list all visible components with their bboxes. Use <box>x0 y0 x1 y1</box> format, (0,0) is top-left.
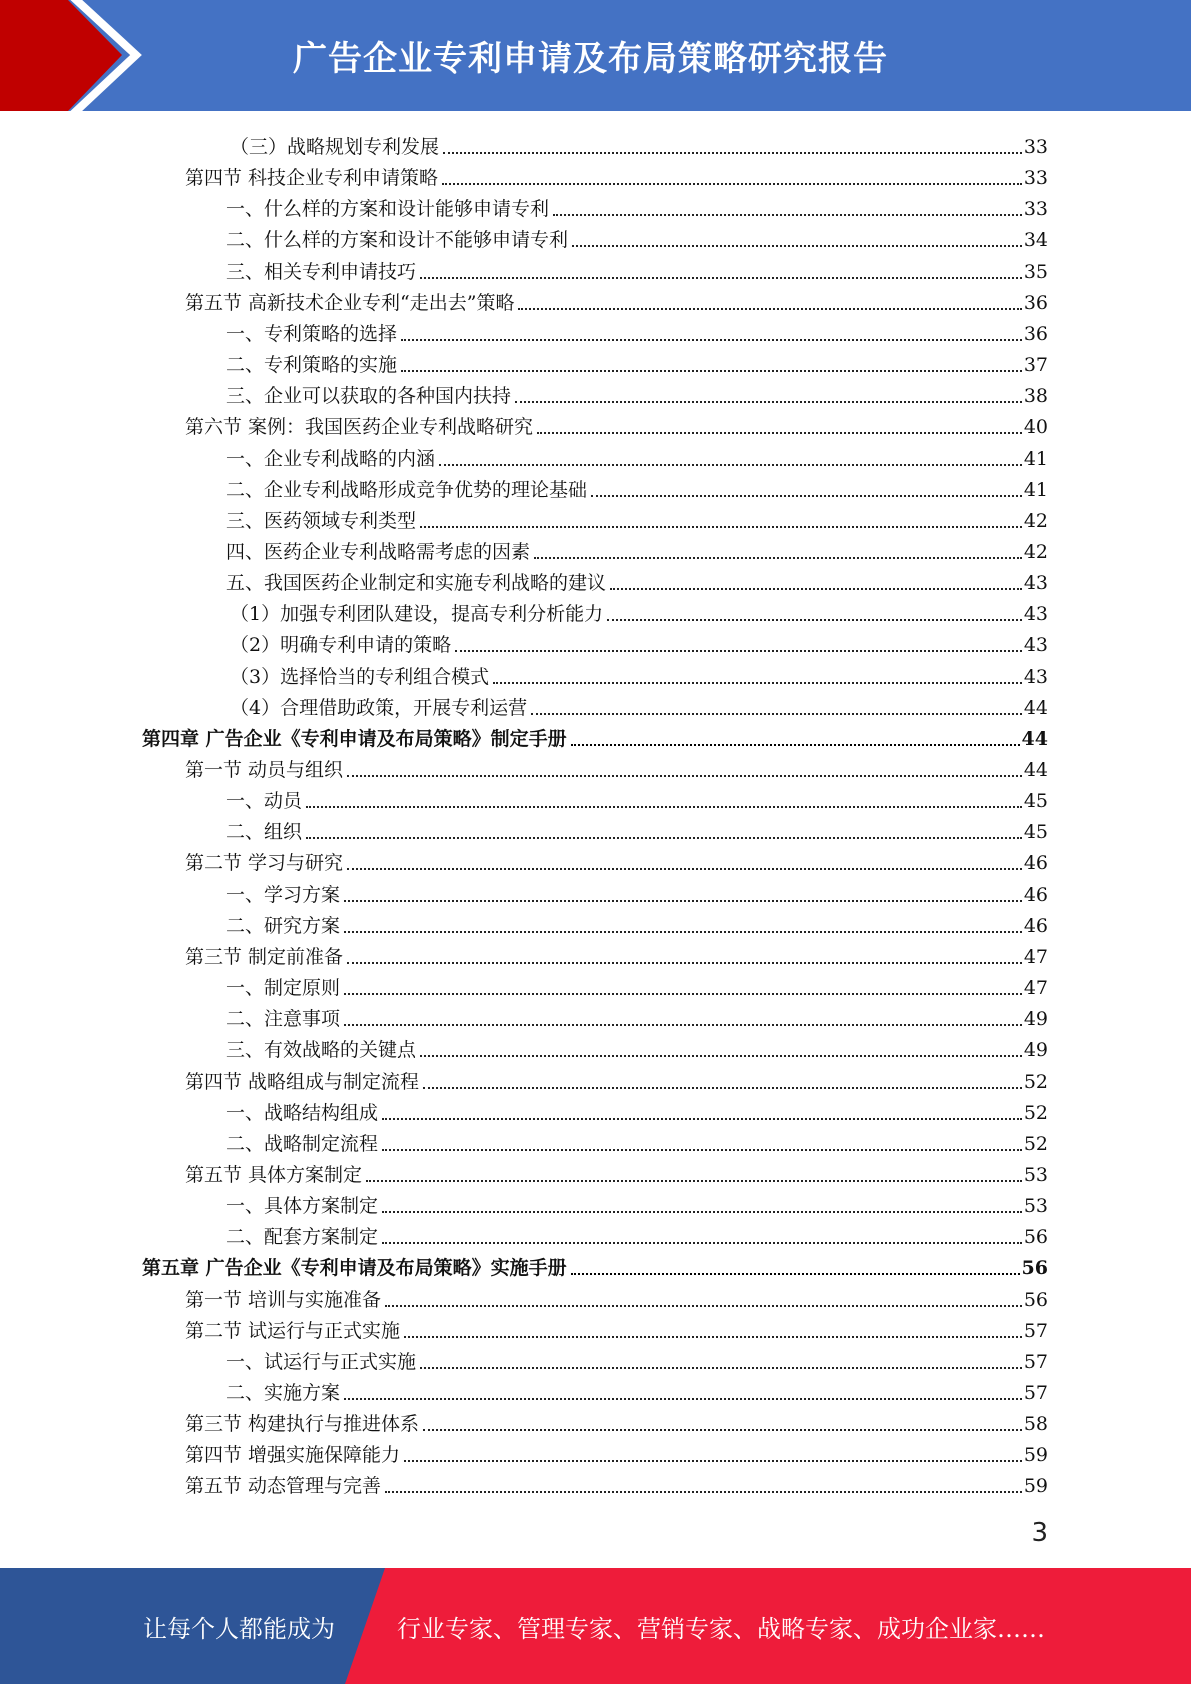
toc-entry-page: 47 <box>1023 977 1048 1000</box>
toc-entry-page: 43 <box>1023 572 1048 595</box>
toc-entry-label: 一、什么样的方案和设计能够申请专利 <box>226 198 550 221</box>
toc-entry-page: 49 <box>1023 1039 1048 1062</box>
toc-dot-leader <box>382 1149 1022 1151</box>
toc-entry-page: 43 <box>1023 634 1048 657</box>
toc-entry[interactable] <box>226 969 1048 1000</box>
toc-entry[interactable] <box>226 315 1048 346</box>
toc-entry-label: 二、什么样的方案和设计不能够申请专利 <box>226 229 569 252</box>
toc-entry-label: （4）合理借助政策，开展专利运营 <box>230 696 528 719</box>
toc-entry-page: 47 <box>1023 945 1048 968</box>
toc-entry-label: 一、企业专利战略的内涵 <box>226 447 436 470</box>
toc-entry[interactable] <box>185 1436 1048 1467</box>
toc-entry-page: 36 <box>1023 322 1048 345</box>
toc-entry-label: 第五节 动态管理与完善 <box>185 1475 382 1498</box>
toc-entry[interactable] <box>185 1156 1048 1187</box>
toc-entry-page: 59 <box>1023 1444 1048 1467</box>
toc-entry-label: 第一节 动员与组织 <box>185 759 344 781</box>
toc-entry-label: 一、试运行与正式实施 <box>226 1350 417 1373</box>
toc-entry-label: 第五节 高新技术企业专利“走出去”策略 <box>185 291 515 314</box>
toc-dot-leader <box>572 245 1022 247</box>
toc-entry-label: 五、我国医药企业制定和实施专利战略的建议 <box>226 572 607 595</box>
toc-entry-label: 第二节 试运行与正式实施 <box>185 1319 401 1342</box>
toc-dot-leader <box>385 1305 1022 1307</box>
toc-entry-label: 一、学习方案 <box>226 883 341 906</box>
report-title: 广告企业专利申请及布局策略研究报告 <box>293 39 888 79</box>
toc-entry[interactable] <box>142 1249 1048 1280</box>
toc-entry-page: 35 <box>1023 260 1048 283</box>
toc-entry-label: 一、专利策略的选择 <box>226 322 398 345</box>
page-footer <box>0 1568 1191 1684</box>
toc-dot-leader <box>382 1242 1022 1244</box>
page-number: 3 <box>1031 1518 1048 1548</box>
toc-entry-page: 53 <box>1023 1195 1048 1218</box>
toc-entry[interactable] <box>230 595 1048 626</box>
toc-entry-page: 43 <box>1023 665 1048 688</box>
toc-dot-leader <box>306 837 1022 839</box>
toc-entry[interactable] <box>226 1218 1048 1249</box>
page-header <box>0 0 1191 111</box>
toc-entry-label: 一、制定原则 <box>226 977 341 1000</box>
toc-dot-leader <box>610 588 1022 590</box>
toc-entry-page: 33 <box>1023 167 1048 190</box>
toc-entry[interactable] <box>226 813 1048 844</box>
toc-entry[interactable] <box>226 1343 1048 1374</box>
toc-entry-page: 56 <box>1021 1257 1048 1280</box>
toc-entry[interactable] <box>230 658 1048 689</box>
toc-dot-leader <box>607 619 1022 621</box>
footer-slogan-left: 让每个人都能成为 <box>143 1614 335 1643</box>
toc-entry-label: （三）战略规划专利发展 <box>230 136 440 158</box>
toc-entry-page: 57 <box>1023 1382 1048 1404</box>
toc-dot-leader <box>366 1180 1022 1182</box>
toc-entry-label: 二、组织 <box>226 821 303 844</box>
toc-entry[interactable] <box>185 844 1048 875</box>
toc-entry-page: 43 <box>1023 603 1048 626</box>
toc-dot-leader <box>423 1087 1022 1089</box>
toc-entry-page: 52 <box>1023 1132 1048 1155</box>
toc-entry-page: 41 <box>1023 478 1048 501</box>
toc-entry-label: 三、企业可以获取的各种国内扶持 <box>226 385 512 408</box>
toc-dot-leader <box>385 1491 1022 1493</box>
toc-entry-label: 第三节 制定前准备 <box>185 945 344 968</box>
toc-dot-leader <box>515 401 1022 403</box>
toc-entry[interactable] <box>230 128 1048 159</box>
toc-dot-leader <box>344 931 1022 933</box>
toc-entry-page: 42 <box>1023 540 1048 563</box>
toc-entry-page: 56 <box>1023 1288 1048 1311</box>
toc-entry-label: 二、注意事项 <box>226 1008 341 1031</box>
toc-dot-leader <box>443 152 1022 154</box>
toc-entry-page: 52 <box>1023 1070 1048 1093</box>
toc-entry[interactable] <box>226 533 1048 564</box>
toc-dot-leader <box>571 1273 1020 1275</box>
toc-dot-leader <box>493 682 1022 684</box>
toc-entry-label: 三、有效战略的关键点 <box>226 1039 417 1062</box>
toc-entry-page: 36 <box>1023 291 1048 314</box>
toc-entry-label: 第五章 广告企业《专利申请及布局策略》实施手册 <box>142 1257 567 1280</box>
toc-entry[interactable] <box>226 346 1048 377</box>
toc-entry-label: 第二节 学习与研究 <box>185 852 344 875</box>
toc-entry-label: 二、专利策略的实施 <box>226 354 398 377</box>
toc-dot-leader <box>531 713 1022 715</box>
toc-entry[interactable] <box>185 1063 1048 1094</box>
toc-entry-label: 二、配套方案制定 <box>226 1226 379 1249</box>
toc-entry[interactable] <box>226 1031 1048 1062</box>
toc-entry-page: 57 <box>1023 1350 1048 1373</box>
toc-entry-page: 41 <box>1023 447 1048 470</box>
toc-entry[interactable] <box>226 221 1048 252</box>
toc-entry-label: 三、相关专利申请技巧 <box>226 260 417 283</box>
toc-dot-leader <box>382 1118 1022 1120</box>
toc-dot-leader <box>344 1398 1022 1400</box>
toc-entry-page: 33 <box>1023 136 1048 158</box>
toc-entry-page: 40 <box>1023 416 1048 439</box>
toc-dot-leader <box>347 962 1022 964</box>
toc-entry-page: 45 <box>1023 790 1048 813</box>
toc-entry-label: 第四章 广告企业《专利申请及布局策略》制定手册 <box>142 727 567 750</box>
toc-entry[interactable] <box>185 159 1048 190</box>
toc-entry-label: 第三节 构建执行与推进体系 <box>185 1413 420 1436</box>
toc-entry-label: 一、战略结构组成 <box>226 1101 379 1124</box>
toc-dot-leader <box>442 183 1022 185</box>
toc-entry[interactable] <box>226 1187 1048 1218</box>
toc-entry-label: （1）加强专利团队建设，提高专利分析能力 <box>230 603 604 626</box>
toc-entry[interactable] <box>226 440 1048 471</box>
toc-entry[interactable] <box>185 1281 1048 1312</box>
toc-entry-page: 33 <box>1023 198 1048 221</box>
toc-dot-leader <box>537 432 1022 434</box>
toc-entry[interactable] <box>226 1374 1048 1405</box>
toc-dot-leader <box>401 339 1022 341</box>
toc-entry[interactable] <box>226 377 1048 408</box>
toc-entry[interactable] <box>226 1000 1048 1031</box>
toc-entry-page: 53 <box>1023 1163 1048 1186</box>
toc-entry[interactable] <box>226 876 1048 907</box>
toc-entry-label: 二、战略制定流程 <box>226 1132 379 1155</box>
toc-entry-page: 42 <box>1023 509 1048 532</box>
toc-entry-label: 二、企业专利战略形成竞争优势的理论基础 <box>226 478 588 501</box>
toc-entry-page: 49 <box>1023 1008 1048 1031</box>
toc-entry-label: 一、动员 <box>226 790 303 813</box>
toc-dot-leader <box>404 1336 1022 1338</box>
toc-entry[interactable] <box>142 720 1048 751</box>
toc-dot-leader <box>571 744 1020 746</box>
toc-entry-label: 第一节 培训与实施准备 <box>185 1288 382 1311</box>
toc-dot-leader <box>344 1024 1022 1026</box>
toc-dot-leader <box>404 1460 1022 1462</box>
toc-dot-leader <box>347 868 1022 870</box>
toc-entry[interactable] <box>226 782 1048 813</box>
toc-entry[interactable] <box>226 1094 1048 1125</box>
toc-entry-page: 56 <box>1023 1226 1048 1249</box>
toc-entry-label: 第四节 科技企业专利申请策略 <box>185 167 439 190</box>
toc-dot-leader <box>347 775 1022 777</box>
toc-entry[interactable] <box>185 938 1048 969</box>
toc-dot-leader <box>553 214 1022 216</box>
toc-entry[interactable] <box>230 626 1048 657</box>
toc-dot-leader <box>420 1055 1022 1057</box>
toc-entry[interactable] <box>185 1405 1048 1436</box>
toc-entry-page: 58 <box>1023 1413 1048 1436</box>
toc-entry[interactable] <box>230 689 1048 720</box>
toc-dot-leader <box>420 1367 1022 1369</box>
toc-entry-label: 一、具体方案制定 <box>226 1195 379 1218</box>
toc-entry-label: 二、实施方案 <box>226 1382 341 1404</box>
toc-entry[interactable] <box>185 284 1048 315</box>
toc-entry-page: 38 <box>1023 385 1048 408</box>
red-chevron-decoration <box>0 0 150 111</box>
toc-entry-label: 第六节 案例：我国医药企业专利战略研究 <box>185 416 534 439</box>
toc-entry-label: 四、医药企业专利战略需考虑的因素 <box>226 540 531 563</box>
toc-entry[interactable] <box>226 471 1048 502</box>
toc-entry-label: 第五节 具体方案制定 <box>185 1163 363 1186</box>
toc-entry-page: 59 <box>1023 1475 1048 1498</box>
toc-entry-page: 45 <box>1023 821 1048 844</box>
toc-entry[interactable] <box>226 253 1048 284</box>
toc-entry-page: 44 <box>1021 727 1048 750</box>
toc-dot-leader <box>423 1429 1022 1431</box>
toc-entry-label: （3）选择恰当的专利组合模式 <box>230 665 490 688</box>
toc-dot-leader <box>401 370 1022 372</box>
toc-entry-page: 46 <box>1023 852 1048 875</box>
toc-dot-leader <box>382 1211 1022 1213</box>
toc-entry[interactable] <box>185 1467 1048 1498</box>
toc-entry-page: 44 <box>1023 759 1048 781</box>
toc-dot-leader <box>344 900 1022 902</box>
toc-entry-page: 57 <box>1023 1319 1048 1342</box>
toc-entry-page: 46 <box>1023 883 1048 906</box>
toc-entry-page: 46 <box>1023 914 1048 937</box>
footer-slogan-right: 行业专家、管理专家、营销专家、战略专家、成功企业家…… <box>397 1614 1045 1643</box>
toc-entry-page: 34 <box>1023 229 1048 252</box>
toc-dot-leader <box>420 526 1022 528</box>
toc-entry[interactable] <box>185 1312 1048 1343</box>
toc-dot-leader <box>455 650 1022 652</box>
toc-dot-leader <box>534 557 1022 559</box>
toc-entry[interactable] <box>185 408 1048 439</box>
toc-dot-leader <box>591 495 1022 497</box>
toc-dot-leader <box>420 277 1022 279</box>
toc-entry-page: 52 <box>1023 1101 1048 1124</box>
toc-dot-leader <box>306 806 1022 808</box>
toc-entry-label: 第四节 增强实施保障能力 <box>185 1444 401 1467</box>
toc-dot-leader <box>439 464 1022 466</box>
toc-entry[interactable] <box>226 1125 1048 1156</box>
toc-entry[interactable] <box>226 190 1048 221</box>
toc-entry[interactable] <box>185 751 1048 782</box>
toc-entry[interactable] <box>226 907 1048 938</box>
toc-entry-label: 二、研究方案 <box>226 914 341 937</box>
toc-entry-label: 第四节 战略组成与制定流程 <box>185 1070 420 1093</box>
toc-entry-label: （2）明确专利申请的策略 <box>230 634 452 657</box>
toc-dot-leader <box>518 308 1021 310</box>
toc-entry-label: 三、医药领域专利类型 <box>226 509 417 532</box>
toc-entry[interactable] <box>226 502 1048 533</box>
toc-entry-page: 37 <box>1023 354 1048 377</box>
toc-dot-leader <box>344 993 1022 995</box>
toc-entry-page: 44 <box>1023 696 1048 719</box>
toc-entry[interactable] <box>226 564 1048 595</box>
